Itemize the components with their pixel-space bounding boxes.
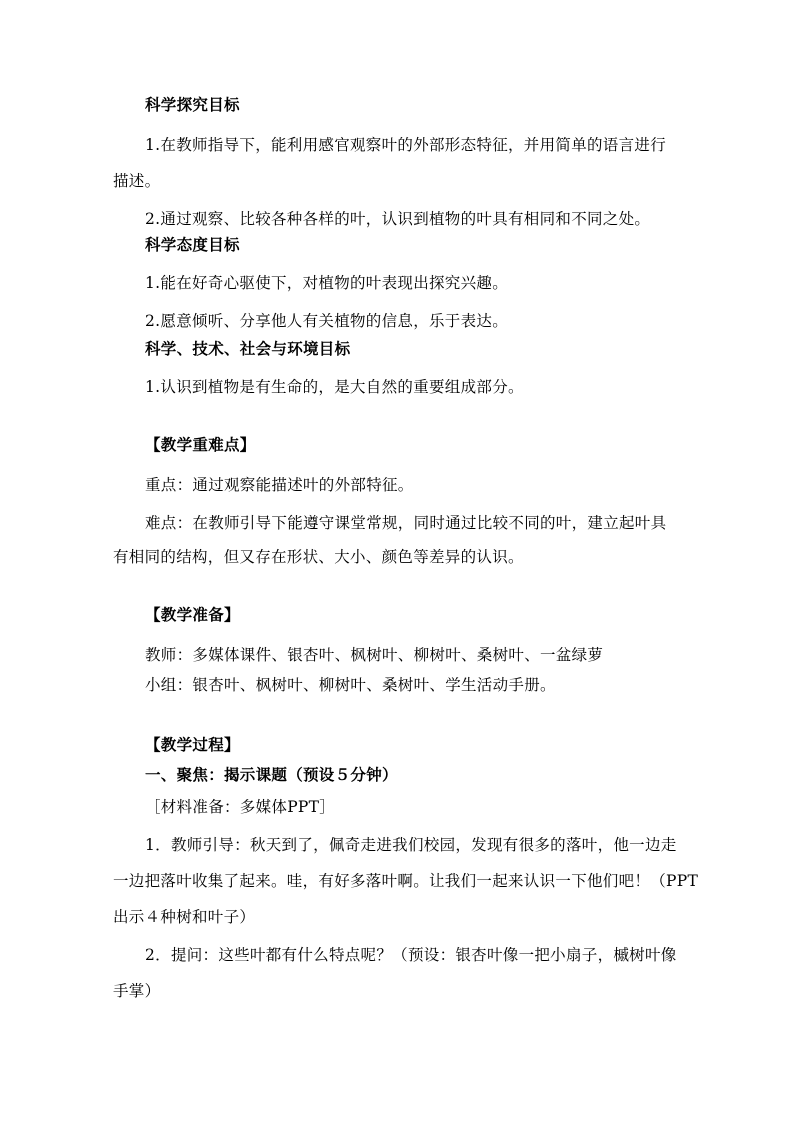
inquiry-item1-line1: 1.在教师指导下，能利用感官观察叶的外部形态特征，并用简单的语言进行 [145,136,666,154]
heading-sts-goal: 科学、技术、社会与环境目标 [145,339,351,358]
key-point: 重点：通过观察能描述叶的外部特征。 [145,476,414,494]
heading-inquiry-goal: 科学探究目标 [145,95,240,114]
sts-item1: 1.认识到植物是有生命的，是大自然的重要组成部分。 [145,378,524,396]
process-p2-line1: 2．提问：这些叶都有什么特点呢？（预设：银杏叶像一把小扇子，槭树叶像 [145,946,677,964]
preparation-teacher: 教师：多媒体课件、银杏叶、枫树叶、柳树叶、桑树叶、一盆绿萝 [145,646,604,664]
attitude-item1: 1.能在好奇心驱使下，对植物的叶表现出探究兴趣。 [145,274,508,292]
process-step1-title: 一、聚焦：揭示课题（预设５分钟） [145,765,398,784]
attitude-item2: 2.愿意倾听、分享他人有关植物的信息，乐于表达。 [145,312,508,330]
process-materials: ［材料准备：多媒体PPT］ [145,798,336,816]
process-p2-line2: 手掌） [113,982,161,1000]
process-p1-line3: 出示４种树和叶子） [113,908,256,926]
inquiry-item2: 2.通过观察、比较各种各样的叶，认识到植物的叶具有相同和不同之处。 [145,210,651,228]
heading-process: 【教学过程】 [145,735,240,754]
preparation-group: 小组：银杏叶、枫树叶、柳树叶、桑树叶、学生活动手册。 [145,676,556,694]
difficult-point-line2: 有相同的结构，但又存在形状、大小、颜色等差异的认识。 [113,548,524,566]
heading-preparation: 【教学准备】 [145,605,240,624]
heading-attitude-goal: 科学态度目标 [145,235,240,254]
heading-key-points: 【教学重难点】 [145,435,256,454]
difficult-point-line1: 难点：在教师引导下能遵守课堂常规，同时通过比较不同的叶，建立起叶具 [145,514,667,532]
process-p1-line2: 一边把落叶收集了起来。哇，有好多落叶啊。让我们一起来认识一下他们吧！（PPT [113,872,699,890]
process-p1-line1: 1．教师引导：秋天到了，佩奇走进我们校园，发现有很多的落叶，他一边走 [145,836,677,854]
inquiry-item1-line2: 描述。 [113,172,161,190]
